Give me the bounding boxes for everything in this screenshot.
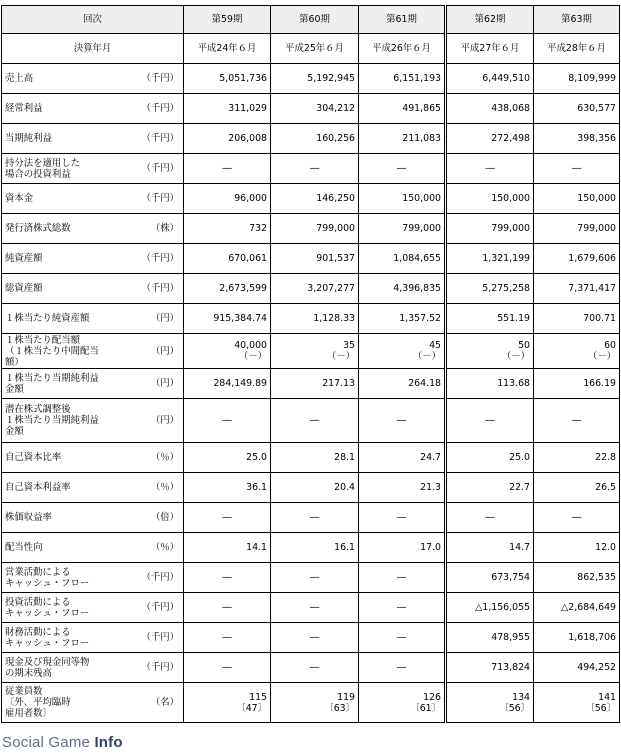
value-cell: 799,000 <box>271 214 359 244</box>
value-cell: ― <box>534 503 620 533</box>
table-row <box>2 399 620 443</box>
value-cell: 1,084,655 <box>359 244 446 274</box>
value-cell: 206,008 <box>184 124 271 154</box>
value-cell: 150,000 <box>359 184 446 214</box>
row-unit: （円） <box>134 399 184 443</box>
value-cell: 96,000 <box>184 184 271 214</box>
row-unit: （千円） <box>134 274 184 304</box>
value-cell: 551.19 <box>446 304 534 334</box>
value-cell: ― <box>446 503 534 533</box>
period-header: 第61期 <box>359 6 446 34</box>
watermark-logo <box>2 734 123 751</box>
value-cell: 1,128.33 <box>271 304 359 334</box>
value-cell: 862,535 <box>534 563 620 593</box>
value-cell: ― <box>359 154 446 184</box>
value-cell: 7,371,417 <box>534 274 620 304</box>
fiscal-date: 平成28年６月 <box>534 34 620 64</box>
table-row <box>2 124 620 154</box>
table-row <box>2 369 620 399</box>
value-cell: 28.1 <box>271 443 359 473</box>
value-cell: 8,109,999 <box>534 64 620 94</box>
fiscal-date: 平成27年６月 <box>446 34 534 64</box>
value-cell: 150,000 <box>446 184 534 214</box>
row-item-label: 営業活動による キャッシュ・フロー <box>2 563 134 593</box>
period-header: 第63期 <box>534 6 620 34</box>
value-cell: 160,256 <box>271 124 359 154</box>
value-cell: 22.8 <box>534 443 620 473</box>
value-cell: 36.1 <box>184 473 271 503</box>
row-item-label: １株当たり純資産額 <box>2 304 134 334</box>
fiscal-label: 決算年月 <box>2 34 184 64</box>
value-cell: 20.4 <box>271 473 359 503</box>
row-item-label: 経常利益 <box>2 94 134 124</box>
row-item-label: 発行済株式総数 <box>2 214 134 244</box>
value-cell: 4,396,835 <box>359 274 446 304</box>
value-cell: 311,029 <box>184 94 271 124</box>
row-unit: （千円） <box>134 563 184 593</box>
value-cell: 272,498 <box>446 124 534 154</box>
value-cell: ― <box>271 399 359 443</box>
value-cell: ― <box>271 593 359 623</box>
value-cell: 22.7 <box>446 473 534 503</box>
value-cell: 5,051,736 <box>184 64 271 94</box>
table-row <box>2 334 620 369</box>
fiscal-date: 平成24年６月 <box>184 34 271 64</box>
value-cell: 1,357.52 <box>359 304 446 334</box>
row-unit: （円） <box>134 369 184 399</box>
table-row <box>2 563 620 593</box>
value-cell: ― <box>359 593 446 623</box>
value-cell: 284,149.89 <box>184 369 271 399</box>
value-cell: 673,754 <box>446 563 534 593</box>
value-cell: 35 （－） <box>271 334 359 369</box>
row-unit: （千円） <box>134 154 184 184</box>
value-cell: ― <box>271 154 359 184</box>
row-item-label: 当期純利益 <box>2 124 134 154</box>
value-cell: 14.1 <box>184 533 271 563</box>
value-cell: 732 <box>184 214 271 244</box>
table-row <box>2 214 620 244</box>
value-cell: ― <box>184 593 271 623</box>
value-cell: 166.19 <box>534 369 620 399</box>
table-row <box>2 154 620 184</box>
value-cell: 1,679,606 <box>534 244 620 274</box>
table-row <box>2 274 620 304</box>
period-header: 第59期 <box>184 6 271 34</box>
value-cell: 3,207,277 <box>271 274 359 304</box>
value-cell: 119 〔63〕 <box>271 683 359 723</box>
row-unit: （％） <box>134 473 184 503</box>
value-cell: 141 〔56〕 <box>534 683 620 723</box>
value-cell: 115 〔47〕 <box>184 683 271 723</box>
value-cell: 799,000 <box>359 214 446 244</box>
value-cell: ― <box>271 503 359 533</box>
value-cell: 16.1 <box>271 533 359 563</box>
value-cell: ― <box>446 154 534 184</box>
table-row <box>2 184 620 214</box>
financial-summary-table <box>1 5 620 723</box>
row-unit: （千円） <box>134 623 184 653</box>
row-item-label: 財務活動による キャッシュ・フロー <box>2 623 134 653</box>
value-cell: 670,061 <box>184 244 271 274</box>
value-cell: 1,618,706 <box>534 623 620 653</box>
value-cell: 700.71 <box>534 304 620 334</box>
row-unit: （千円） <box>134 184 184 214</box>
value-cell: 2,673,599 <box>184 274 271 304</box>
value-cell: ― <box>271 563 359 593</box>
row-unit: （千円） <box>134 593 184 623</box>
value-cell: ― <box>359 563 446 593</box>
value-cell: 6,151,193 <box>359 64 446 94</box>
value-cell: 150,000 <box>534 184 620 214</box>
table-row <box>2 623 620 653</box>
table-row <box>2 94 620 124</box>
period-header: 第62期 <box>446 6 534 34</box>
table-row <box>2 653 620 683</box>
value-cell: 113.68 <box>446 369 534 399</box>
row-unit: （千円） <box>134 94 184 124</box>
row-unit: （名） <box>134 683 184 723</box>
row-unit: （株） <box>134 214 184 244</box>
row-unit: （円） <box>134 304 184 334</box>
row-unit: （千円） <box>134 124 184 154</box>
value-cell: 45 （－） <box>359 334 446 369</box>
value-cell: 304,212 <box>271 94 359 124</box>
value-cell: 25.0 <box>184 443 271 473</box>
value-cell: 5,275,258 <box>446 274 534 304</box>
value-cell: 25.0 <box>446 443 534 473</box>
value-cell: 26.5 <box>534 473 620 503</box>
value-cell: ― <box>446 399 534 443</box>
table-row <box>2 683 620 723</box>
value-cell: 40,000 （－） <box>184 334 271 369</box>
row-item-label: 総資産額 <box>2 274 134 304</box>
row-unit: （千円） <box>134 653 184 683</box>
row-item-label: 従業員数 〔外、平均臨時 雇用者数〕 <box>2 683 134 723</box>
row-unit: （千円） <box>134 244 184 274</box>
watermark-bold: Info <box>94 734 123 751</box>
row-item-label: 潜在株式調整後 １株当たり当期純利益 金額 <box>2 399 134 443</box>
value-cell: 915,384.74 <box>184 304 271 334</box>
table-row <box>2 473 620 503</box>
row-item-label: 純資産額 <box>2 244 134 274</box>
value-cell: 491,865 <box>359 94 446 124</box>
table-row <box>2 533 620 563</box>
value-cell: ― <box>359 399 446 443</box>
row-item-label: 株価収益率 <box>2 503 134 533</box>
value-cell: 217.13 <box>271 369 359 399</box>
value-cell: ― <box>359 623 446 653</box>
value-cell: 21.3 <box>359 473 446 503</box>
row-unit: （％） <box>134 443 184 473</box>
value-cell: ― <box>184 154 271 184</box>
row-item-label: 自己資本比率 <box>2 443 134 473</box>
row-item-label: １株当たり当期純利益 金額 <box>2 369 134 399</box>
row-item-label: 自己資本利益率 <box>2 473 134 503</box>
table-row <box>2 304 620 334</box>
table-row <box>2 443 620 473</box>
value-cell: 24.7 <box>359 443 446 473</box>
value-cell: 14.7 <box>446 533 534 563</box>
value-cell: 799,000 <box>446 214 534 244</box>
row-unit: （％） <box>134 533 184 563</box>
value-cell: 211,083 <box>359 124 446 154</box>
value-cell: △2,684,649 <box>534 593 620 623</box>
value-cell: 630,577 <box>534 94 620 124</box>
row-unit: （倍） <box>134 503 184 533</box>
table-row <box>2 64 620 94</box>
value-cell: 146,250 <box>271 184 359 214</box>
table-row <box>2 244 620 274</box>
value-cell: 398,356 <box>534 124 620 154</box>
value-cell: ― <box>184 653 271 683</box>
row-item-label: 資本金 <box>2 184 134 214</box>
value-cell: 60 （－） <box>534 334 620 369</box>
row-item-label: 投資活動による キャッシュ・フロー <box>2 593 134 623</box>
watermark-text: Social Game <box>2 734 95 751</box>
value-cell: ― <box>271 623 359 653</box>
value-cell: 494,252 <box>534 653 620 683</box>
value-cell: 1,321,199 <box>446 244 534 274</box>
value-cell: ― <box>534 154 620 184</box>
value-cell: ― <box>271 653 359 683</box>
value-cell: △1,156,055 <box>446 593 534 623</box>
value-cell: 5,192,945 <box>271 64 359 94</box>
row-unit: （円） <box>134 334 184 369</box>
row-item-label: 売上高 <box>2 64 134 94</box>
value-cell: ― <box>359 503 446 533</box>
value-cell: ― <box>534 399 620 443</box>
value-cell: 264.18 <box>359 369 446 399</box>
value-cell: 12.0 <box>534 533 620 563</box>
value-cell: 478,955 <box>446 623 534 653</box>
value-cell: 134 〔56〕 <box>446 683 534 723</box>
row-unit: （千円） <box>134 64 184 94</box>
value-cell: 6,449,510 <box>446 64 534 94</box>
value-cell: ― <box>184 399 271 443</box>
value-cell: 17.0 <box>359 533 446 563</box>
table-row <box>2 503 620 533</box>
row-item-label: 現金及び現金同等物 の期末残高 <box>2 653 134 683</box>
header-row-fiscal <box>2 34 620 64</box>
row-item-label: 持分法を適用した 場合の投資利益 <box>2 154 134 184</box>
value-cell: 901,537 <box>271 244 359 274</box>
value-cell: ― <box>184 623 271 653</box>
row-item-label: 配当性向 <box>2 533 134 563</box>
header-row-periods <box>2 6 620 34</box>
value-cell: 438,068 <box>446 94 534 124</box>
fiscal-date: 平成25年６月 <box>271 34 359 64</box>
fiscal-date: 平成26年６月 <box>359 34 446 64</box>
value-cell: 50 （－） <box>446 334 534 369</box>
period-header: 第60期 <box>271 6 359 34</box>
value-cell: ― <box>359 653 446 683</box>
value-cell: ― <box>184 503 271 533</box>
value-cell: ― <box>184 563 271 593</box>
value-cell: 713,824 <box>446 653 534 683</box>
value-cell: 799,000 <box>534 214 620 244</box>
row-item-label: １株当たり配当額 （１株当たり中間配当 額） <box>2 334 134 369</box>
table-row <box>2 593 620 623</box>
value-cell: 126 〔61〕 <box>359 683 446 723</box>
label-col-header: 回次 <box>2 6 184 34</box>
